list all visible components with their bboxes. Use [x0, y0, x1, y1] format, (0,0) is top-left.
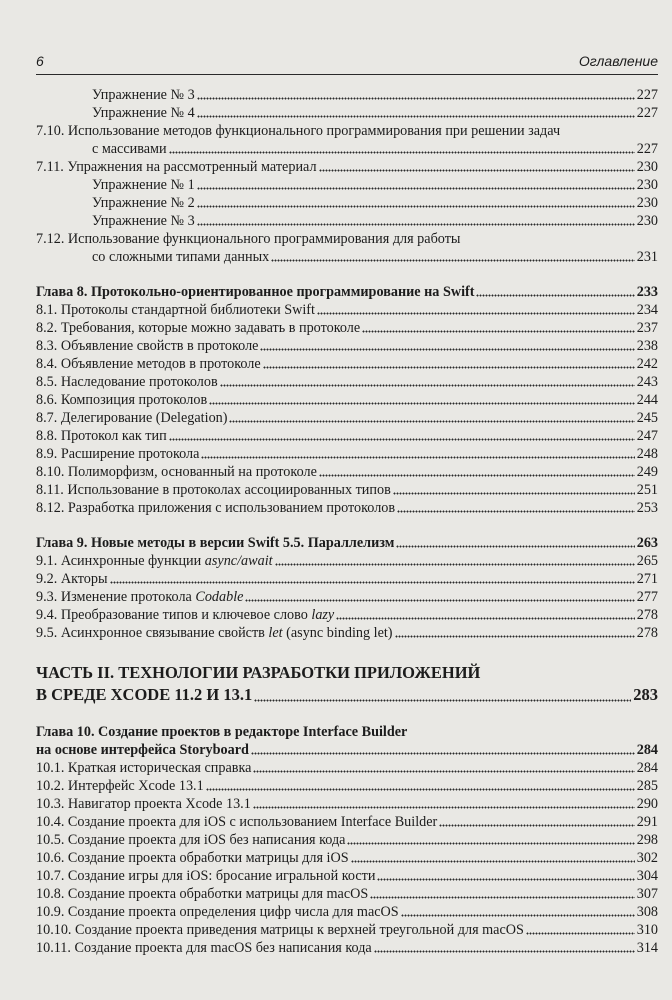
dot-leader	[271, 259, 634, 262]
toc-page-number: 238	[636, 338, 658, 354]
dot-leader	[395, 635, 635, 638]
dot-leader	[439, 824, 634, 827]
toc-entry-title: 10.6. Создание проекта обработки матрицы для iOS	[36, 850, 349, 866]
toc-page-number: 308	[636, 904, 658, 920]
toc-entry-keyword: async/await	[204, 553, 273, 569]
toc-page-number: 284	[636, 760, 658, 776]
toc-entry-text: 9.1. Асинхронные функции	[36, 553, 205, 569]
toc-entry	[36, 86, 658, 104]
dot-leader	[110, 581, 635, 584]
toc-entry	[36, 391, 658, 409]
dot-leader	[197, 97, 635, 100]
chapter-page-number: 284	[636, 742, 658, 758]
toc-entry	[36, 777, 658, 795]
dot-leader	[275, 563, 635, 566]
toc-page-number: 278	[636, 625, 658, 641]
chapter-page-number: 233	[636, 284, 658, 300]
dot-leader	[209, 402, 635, 405]
toc-entry	[36, 481, 658, 499]
toc-entry	[36, 499, 658, 517]
toc-entry-title: 8.4. Объявление методов в протоколе	[36, 356, 261, 372]
toc-page-number: 237	[636, 320, 658, 336]
toc-entry-title: Упражнение № 2	[92, 195, 195, 211]
toc-entry-title: Упражнение № 1	[92, 177, 195, 193]
toc-page-number: 244	[636, 392, 658, 408]
dot-leader	[220, 384, 635, 387]
toc-page-number: 227	[636, 141, 658, 157]
toc-entry-continued	[36, 140, 658, 158]
dot-leader	[263, 366, 635, 369]
toc-entry-title: Упражнение № 3	[92, 87, 195, 103]
toc-entry	[36, 409, 658, 427]
toc-entry-title: 8.1. Протоколы стандартной библиотеки Swift	[36, 302, 315, 318]
dot-leader	[253, 770, 634, 773]
toc-entry-title	[36, 624, 393, 642]
dot-leader	[251, 752, 635, 755]
toc-entry	[36, 606, 658, 624]
toc-page-number: 242	[636, 356, 658, 372]
chapter-title: Глава 8. Протокольно-ориентированное программирование на Swift	[36, 284, 475, 300]
toc-entry	[36, 759, 658, 777]
toc-page-number: 271	[636, 571, 658, 587]
dot-leader	[197, 205, 635, 208]
toc-entry-title: 10.8. Создание проекта обработки матрицы для macOS	[36, 886, 369, 902]
toc-entry-text-suffix: (async binding let)	[282, 625, 393, 641]
toc-page-number: 304	[636, 868, 658, 884]
section-title: Оглавление	[578, 53, 658, 69]
toc-entry	[36, 849, 658, 867]
chapter-heading	[36, 283, 658, 301]
dot-leader	[476, 294, 634, 297]
toc-entry-title: 8.7. Делегирование (Delegation)	[36, 410, 228, 426]
toc-entry	[36, 337, 658, 355]
toc-page-number: 310	[636, 922, 658, 938]
toc-entry-title: 8.9. Расширение протокола	[36, 446, 200, 462]
toc-entry	[36, 885, 658, 903]
dot-leader	[336, 617, 634, 620]
toc-entry-title: 8.12. Разработка приложения с использованием протоколов	[36, 500, 396, 516]
toc-entry-continued	[36, 248, 658, 266]
toc-entry	[36, 867, 658, 885]
toc-page-number: 291	[636, 814, 658, 830]
toc-page-number: 231	[636, 249, 658, 265]
toc-page-number: 230	[636, 213, 658, 229]
toc-entry	[36, 570, 658, 588]
toc-entry-title: 8.8. Протокол как тип	[36, 428, 167, 444]
toc-entry-title: 8.6. Композиция протоколов	[36, 392, 208, 408]
dot-leader	[362, 330, 635, 333]
part-title-line: ЧАСТЬ II. ТЕХНОЛОГИИ РАЗРАБОТКИ ПРИЛОЖЕНИЙ	[36, 663, 481, 682]
toc-entry-title: 10.3. Навигатор проекта Xcode 13.1	[36, 796, 251, 812]
toc-page-number: 227	[636, 105, 658, 121]
toc-page-number: 253	[636, 500, 658, 516]
toc-page-number: 230	[636, 159, 658, 175]
toc-entry-7-12	[36, 230, 658, 266]
dot-leader	[396, 545, 634, 548]
toc-entry-lead: 7.12. Использование функционального программирования для работы	[36, 231, 461, 247]
toc-entry	[36, 355, 658, 373]
toc-page-number: 234	[636, 302, 658, 318]
dot-leader	[401, 914, 635, 917]
toc-entry	[36, 624, 658, 642]
toc-page-number: 278	[636, 607, 658, 623]
toc-entry	[36, 104, 658, 122]
toc-entry-keyword: Codable	[195, 589, 244, 605]
toc-page-number: 245	[636, 410, 658, 426]
toc-entry	[36, 319, 658, 337]
part-title: В СРЕДЕ XCODE 11.2 И 13.1	[36, 685, 253, 704]
toc-entry-title: 10.7. Создание игры для iOS: бросание игральной кости	[36, 868, 376, 884]
toc-entry	[36, 463, 658, 481]
toc-entry-7-10	[36, 122, 658, 158]
toc-entry-keyword: lazy	[311, 607, 335, 623]
part-title-continued	[36, 684, 658, 706]
toc-entry-text: 9.4. Преобразование типов и ключевое слово	[36, 607, 312, 623]
chapter-title-continued	[36, 741, 658, 759]
toc-page-number: 290	[636, 796, 658, 812]
toc-page-number: 307	[636, 886, 658, 902]
toc-page-number: 248	[636, 446, 658, 462]
dot-leader	[206, 788, 635, 791]
toc-entry-title: 8.5. Наследование протоколов	[36, 374, 218, 390]
toc-entry	[36, 373, 658, 391]
toc-entry	[36, 939, 658, 957]
toc-entry	[36, 212, 658, 230]
part-heading	[36, 662, 658, 706]
toc-entry-text: 9.5. Асинхронное связывание свойств	[36, 625, 269, 641]
chapter-title: Глава 9. Новые методы в версии Swift 5.5. Параллелизм	[36, 535, 395, 551]
table-of-contents	[36, 86, 658, 957]
toc-entry-title: 10.9. Создание проекта определения цифр числа для macOS	[36, 904, 399, 920]
part-page-number: 283	[633, 685, 658, 704]
toc-entry-text: 9.2. Акторы	[36, 571, 108, 587]
dot-leader	[201, 456, 634, 459]
chapter-heading	[36, 723, 658, 759]
dot-leader	[319, 169, 635, 172]
toc-entry	[36, 795, 658, 813]
toc-entry	[36, 194, 658, 212]
toc-page-number: 247	[636, 428, 658, 444]
toc-page-number: 265	[636, 553, 658, 569]
toc-page-number: 277	[636, 589, 658, 605]
dot-leader	[254, 699, 631, 702]
dot-leader	[370, 896, 634, 899]
chapter-page-number: 263	[636, 535, 658, 551]
toc-entry-title: 8.3. Объявление свойств в протоколе	[36, 338, 259, 354]
toc-entry	[36, 588, 658, 606]
toc-entry-title: 10.1. Краткая историческая справка	[36, 760, 252, 776]
dot-leader	[377, 878, 634, 881]
dot-leader	[351, 860, 635, 863]
toc-entry-title	[36, 570, 108, 588]
toc-entry	[36, 813, 658, 831]
toc-entry	[36, 176, 658, 194]
toc-entry-title: Упражнение № 4	[92, 105, 195, 121]
running-head	[36, 52, 658, 75]
toc-page-number: 227	[636, 87, 658, 103]
dot-leader	[319, 474, 635, 477]
dot-leader	[169, 438, 635, 441]
dot-leader	[253, 806, 635, 809]
toc-page-number: 249	[636, 464, 658, 480]
toc-entry-title: 10.5. Создание проекта для iOS без написания кода	[36, 832, 346, 848]
dot-leader	[347, 842, 634, 845]
toc-entry-title: 8.10. Полиморфизм, основанный на протоколе	[36, 464, 317, 480]
toc-entry-title: 8.2. Требования, которые можно задавать в протоколе	[36, 320, 361, 336]
toc-entry	[36, 301, 658, 319]
toc-entry	[36, 427, 658, 445]
dot-leader	[197, 223, 635, 226]
toc-entry-title	[36, 552, 273, 570]
chapter-title: на основе интерфейса Storyboard	[36, 742, 249, 758]
dot-leader	[197, 115, 635, 118]
toc-page-number: 243	[636, 374, 658, 390]
dot-leader	[229, 420, 634, 423]
toc-entry-lead: 7.10. Использование методов функционального программирования при решении задач	[36, 123, 561, 139]
toc-page-number: 251	[636, 482, 658, 498]
toc-page-number: 314	[636, 940, 658, 956]
dot-leader	[393, 492, 635, 495]
toc-entry-title: 10.10. Создание проекта приведения матрицы к верхней треугольной для macOS	[36, 922, 524, 938]
toc-entry-text: 9.3. Изменение протокола	[36, 589, 196, 605]
toc-entry	[36, 831, 658, 849]
toc-entry-title: Упражнение № 3	[92, 213, 195, 229]
toc-entry	[36, 552, 658, 570]
toc-page-number: 302	[636, 850, 658, 866]
toc-entry-title: 10.4. Создание проекта для iOS с использованием Interface Builder	[36, 814, 438, 830]
toc-page-number: 285	[636, 778, 658, 794]
toc-entry	[36, 921, 658, 939]
toc-entry	[36, 903, 658, 921]
toc-entry-7-11	[36, 158, 658, 176]
toc-entry	[36, 445, 658, 463]
toc-page-number: 230	[636, 195, 658, 211]
toc-entry-title: 8.11. Использование в протоколах ассоциированных типов	[36, 482, 391, 498]
toc-entry-title: со сложными типами данных	[92, 249, 270, 265]
toc-entry-keyword: let	[268, 625, 283, 641]
toc-entry-title	[36, 588, 243, 606]
toc-entry-title: 7.11. Упражнения на рассмотренный материал	[36, 159, 317, 175]
dot-leader	[526, 932, 635, 935]
toc-entry-title	[36, 606, 334, 624]
dot-leader	[374, 950, 635, 953]
toc-page-number: 230	[636, 177, 658, 193]
dot-leader	[169, 151, 635, 154]
dot-leader	[197, 187, 635, 190]
dot-leader	[317, 312, 635, 315]
chapter-heading	[36, 534, 658, 552]
dot-leader	[245, 599, 634, 602]
dot-leader	[397, 510, 635, 513]
toc-entry-title: с массивами	[92, 141, 167, 157]
toc-entry-title: 10.2. Интерфейс Xcode 13.1	[36, 778, 204, 794]
toc-entry-title: 10.11. Создание проекта для macOS без написания кода	[36, 940, 372, 956]
dot-leader	[260, 348, 634, 351]
page-number: 6	[36, 53, 44, 69]
toc-page-number: 298	[636, 832, 658, 848]
chapter-title-line: Глава 10. Создание проектов в редакторе Interface Builder	[36, 724, 408, 740]
